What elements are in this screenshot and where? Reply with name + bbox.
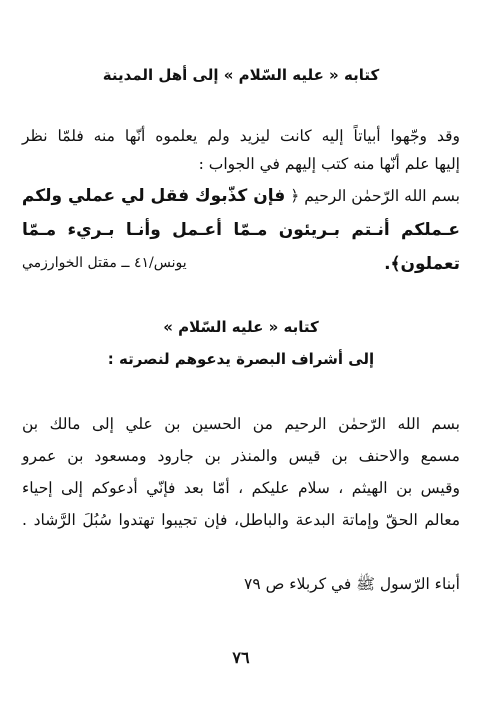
para1-line3: [22, 184, 460, 208]
para1-line1: وقد وجّهوا أبياتاً إليه كانت ليزيد ولم يعلموه أنّها منه فلمّا نظر: [22, 127, 460, 145]
para2-line2: مسمع والاحنف بن قيس والمنذر بن جارود ومسعود بن عمرو: [22, 447, 460, 465]
para1-line2: إليها علم أنّها منه كتب إليهم في الجواب :: [198, 155, 460, 173]
para1-line5: [22, 250, 460, 276]
quran-quote-part2: عـملكم أنـتم بـريئون مـمّا أعـمل وأنـا بـريء مـمّا: [22, 220, 460, 240]
basmala-text: بسم الله الرّحمٰن الرحيم ﴿: [285, 187, 460, 205]
heading-his-letter: كتابه « عليه السّلام »: [163, 318, 319, 336]
quran-reference: يونس/٤١ ــ مقتل الخوارزمي: [22, 255, 187, 271]
quran-quote-part1: فإن كذّبوك فقل لي عملي ولكم: [21, 186, 286, 206]
quran-quote-end: تعملون﴾.: [384, 253, 460, 274]
heading-letter-to-medina: كتابه « عليه السّلام » إلى أهل المدينة: [102, 66, 380, 84]
para2-line1: بسم الله الرّحمٰن الرحيم من الحسين بن علي إلى مالك بن: [22, 415, 460, 433]
para2-line3: وقيس بن الهيثم ، سلام عليكم ، أمّا بعد فإنّي أدعوكم إلى إحياء: [22, 479, 460, 497]
source-citation: أبناء الرّسول ﷺ في كربلاء ص ٧٩: [244, 575, 460, 593]
page-number: ٧٦: [232, 648, 250, 667]
heading-basra-nobles: إلى أشراف البصرة يدعوهم لنصرته :: [107, 350, 375, 368]
para2-line4: معالم الحقّ وإماتة البدعة والباطل، فإن تجيبوا تهتدوا سُبُلَ الرَّشاد .: [22, 511, 460, 529]
